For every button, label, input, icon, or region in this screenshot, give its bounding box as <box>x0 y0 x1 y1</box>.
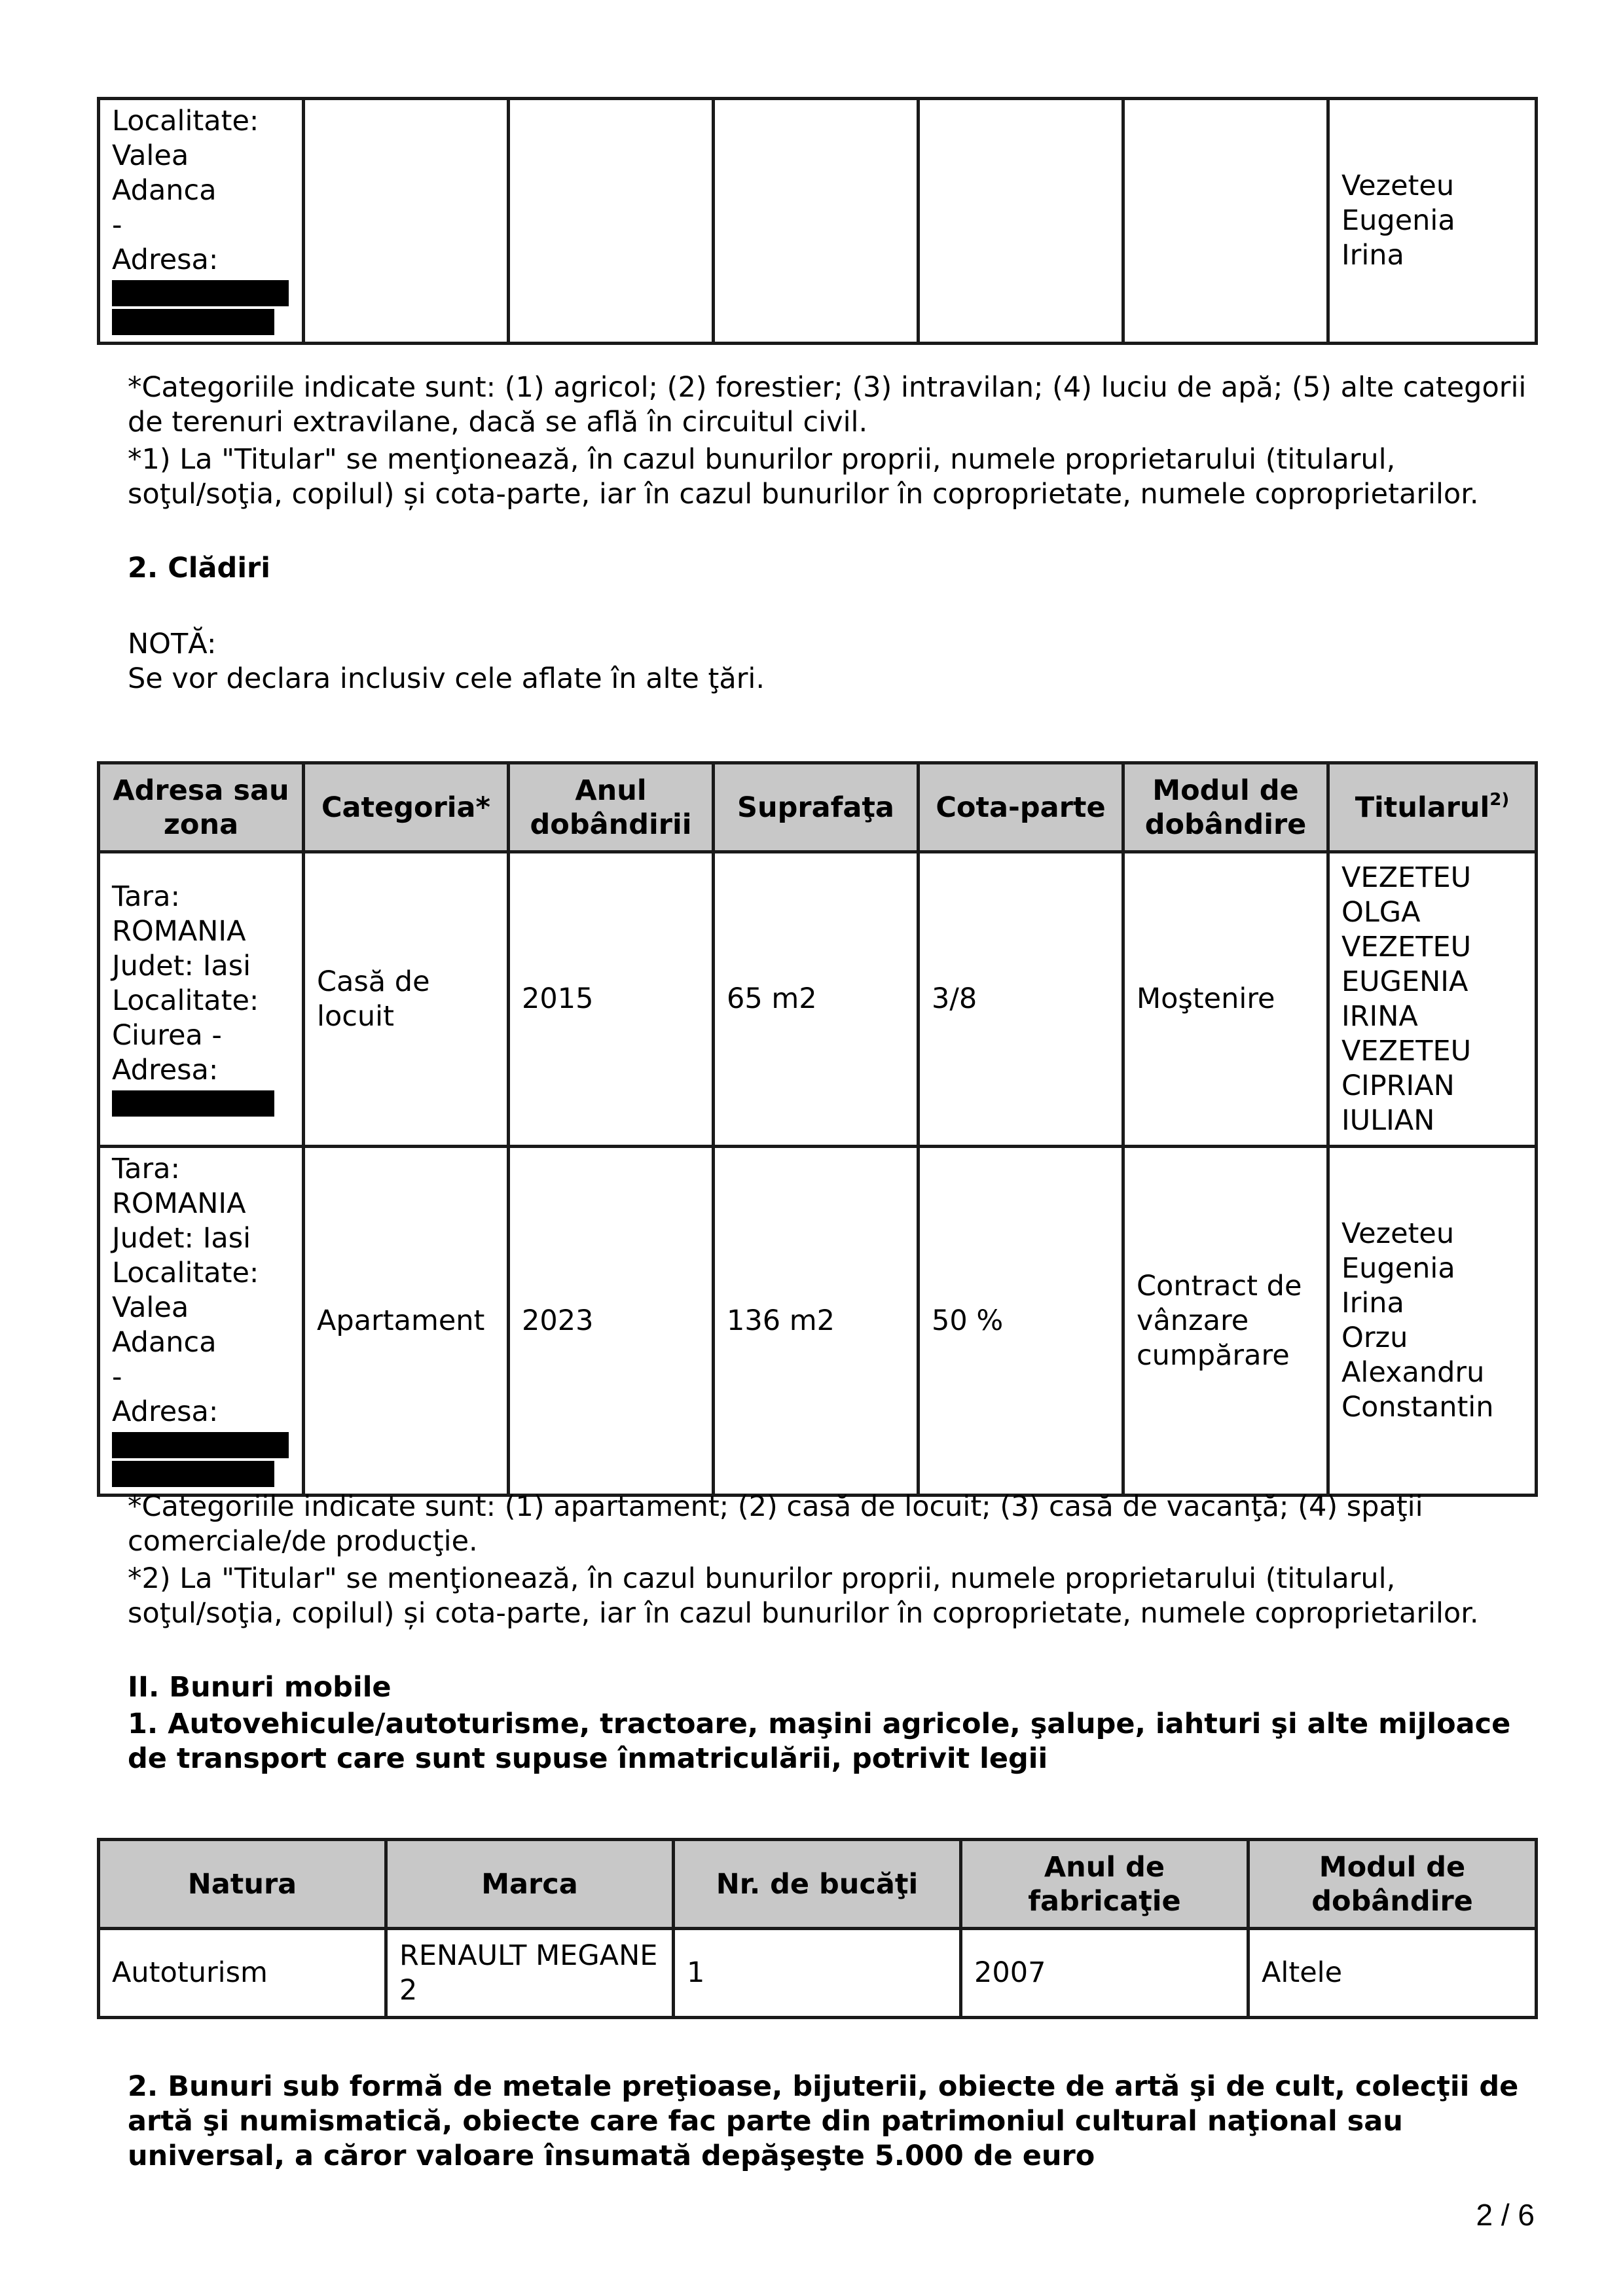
column-header: Suprafaţa <box>714 763 919 852</box>
column-header-titular <box>1328 763 1537 852</box>
titular-line: IRINA <box>1341 999 1418 1033</box>
area-cell: 136 m2 <box>714 1147 919 1496</box>
column-header: Natura <box>99 1840 386 1929</box>
titular-line: VEZETEU <box>1341 1034 1472 1067</box>
page-number: 2 / 6 <box>1476 2198 1535 2232</box>
category-cell: Casă de locuit <box>304 852 509 1147</box>
share-cell: 3/8 <box>919 852 1123 1147</box>
column-header: Modul de dobândire <box>1123 763 1328 852</box>
column-header-text: Titularul <box>1355 791 1490 824</box>
address-line: Valea Adanca <box>112 139 217 207</box>
column-header: Anul dobândirii <box>509 763 714 852</box>
column-header: Anul de fabricaţie <box>961 1840 1249 1929</box>
year-cell: 2007 <box>961 1929 1249 2018</box>
buildings-note-label: NOTĂ: <box>128 628 217 660</box>
titular-line: VEZETEU <box>1341 930 1472 963</box>
nature-cell: Autoturism <box>99 1929 386 2018</box>
titular-line: Eugenia Irina <box>1341 1252 1455 1319</box>
land-titular-note: *1) La "Titular" se menţionează, în cazul bunurilor proprii, numele proprietarului (titularul, soţul/soţia, copilul) și cota-parte, iar în cazul bunurilor în coproprietate, numele coproprietarilor. <box>128 443 1479 511</box>
table-row <box>99 99 1537 344</box>
address-cell <box>99 852 304 1147</box>
table-row <box>99 1147 1537 1496</box>
titular-line: VEZETEU <box>1341 861 1472 894</box>
buildings-categories-note: *Categoriile indicate sunt: (1) apartament; (2) casă de locuit; (3) casă de vacanţă; (4) spaţii comerciale/de producţie. <box>128 1490 1423 1558</box>
column-header: Nr. de bucăţi <box>674 1840 961 1929</box>
redaction-bar <box>112 309 274 335</box>
address-line: ROMANIA <box>112 914 246 948</box>
mode-cell: Contract de vânzare cumpărare <box>1123 1147 1328 1496</box>
buildings-table <box>97 761 1538 1497</box>
movables-heading: II. Bunuri mobile <box>128 1671 392 1704</box>
vehicles-table <box>97 1838 1538 2019</box>
footnote-marker: 2) <box>1489 789 1510 810</box>
titular-line: Vezeteu <box>1341 1217 1455 1250</box>
address-line: ROMANIA <box>112 1187 246 1220</box>
titular-line: Constantin <box>1341 1391 1494 1424</box>
column-header: Categoria* <box>304 763 509 852</box>
category-cell: Apartament <box>304 1147 509 1496</box>
titular-cell <box>1328 1147 1537 1496</box>
redaction-bar <box>112 1090 274 1117</box>
vehicles-subheading: 1. Autovehicule/autoturisme, tractoare, maşini agricole, şalupe, iahturi şi alte mijloace de transport care sunt supuse înmatriculării, potrivit legii <box>128 1708 1511 1775</box>
titular-line: CIPRIAN <box>1341 1069 1455 1102</box>
table-header-row <box>99 1840 1537 1929</box>
share-cell: 50 % <box>919 1147 1123 1496</box>
titular-line: EUGENIA <box>1341 965 1468 998</box>
buildings-titular-note: *2) La "Titular" se menţionează, în cazul bunurilor proprii, numele proprietarului (titularul, soţul/soţia, copilul) și cota-parte, iar în cazul bunurilor în coproprietate, numele coproprietarilor. <box>128 1562 1479 1630</box>
address-cell <box>99 99 304 344</box>
address-line: Tara: <box>112 1153 181 1185</box>
column-header: Marca <box>386 1840 674 1929</box>
column-header: Adresa sau zona <box>99 763 304 852</box>
buildings-note-text: Se vor declara inclusiv cele aflate în alte ţări. <box>128 662 765 695</box>
column-header: Modul de dobândire <box>1249 1840 1537 1929</box>
mode-cell: Altele <box>1249 1929 1537 2018</box>
address-line: Judet: Iasi <box>112 949 251 982</box>
address-line: - <box>112 209 122 242</box>
table-row <box>99 1929 1537 2018</box>
year-cell: 2015 <box>509 852 714 1147</box>
titular-line: IULIAN <box>1341 1103 1435 1137</box>
titular-cell <box>1328 99 1537 344</box>
mode-cell: Moştenire <box>1123 852 1328 1147</box>
address-line: Adresa: <box>112 1395 219 1428</box>
empty-cell <box>714 99 919 344</box>
empty-cell <box>1123 99 1328 344</box>
redaction-bar <box>112 1461 274 1487</box>
brand-cell: RENAULT MEGANE 2 <box>386 1929 674 2018</box>
empty-cell <box>509 99 714 344</box>
titular-line: Eugenia Irina <box>1341 204 1455 272</box>
redaction-bar <box>112 1432 289 1458</box>
address-line: Localitate: <box>112 1257 259 1289</box>
land-table-continuation <box>97 97 1538 345</box>
titular-line: Vezeteu <box>1341 170 1455 202</box>
count-cell: 1 <box>674 1929 961 2018</box>
table-row <box>99 852 1537 1147</box>
empty-cell <box>919 99 1123 344</box>
address-cell <box>99 1147 304 1496</box>
area-cell: 65 m2 <box>714 852 919 1147</box>
titular-line: Orzu <box>1341 1321 1408 1354</box>
buildings-heading: 2. Clădiri <box>128 552 271 584</box>
address-line: Localitate: <box>112 984 259 1017</box>
empty-cell <box>304 99 509 344</box>
address-line: - <box>112 1361 122 1393</box>
titular-cell <box>1328 852 1537 1147</box>
land-categories-note: *Categoriile indicate sunt: (1) agricol; (2) forestier; (3) intravilan; (4) luciu de apă; (5) alte categorii de terenuri extravilane, dacă se află în circuitul civil. <box>128 371 1527 439</box>
table-header-row <box>99 763 1537 852</box>
address-line: Judet: Iasi <box>112 1222 251 1255</box>
address-line: Ciurea - <box>112 1018 222 1052</box>
titular-line: OLGA <box>1341 895 1421 929</box>
address-line: Tara: <box>112 880 181 913</box>
year-cell: 2023 <box>509 1147 714 1496</box>
redaction-bar <box>112 280 289 306</box>
column-header: Cota-parte <box>919 763 1123 852</box>
address-line: Adresa: <box>112 243 219 276</box>
address-line: Valea Adanca <box>112 1291 217 1359</box>
address-line: Adresa: <box>112 1053 219 1086</box>
titular-line: Alexandru <box>1341 1356 1485 1389</box>
valuables-subheading: 2. Bunuri sub formă de metale preţioase, bijuterii, obiecte de artă şi de cult, colecţii de artă şi numismatică, obiecte care fac parte din patrimoniul cultural naţional sau universal, a căror valoare însumată depăşeşte 5.000 de euro <box>128 2070 1519 2172</box>
address-line: Localitate: <box>112 105 259 137</box>
